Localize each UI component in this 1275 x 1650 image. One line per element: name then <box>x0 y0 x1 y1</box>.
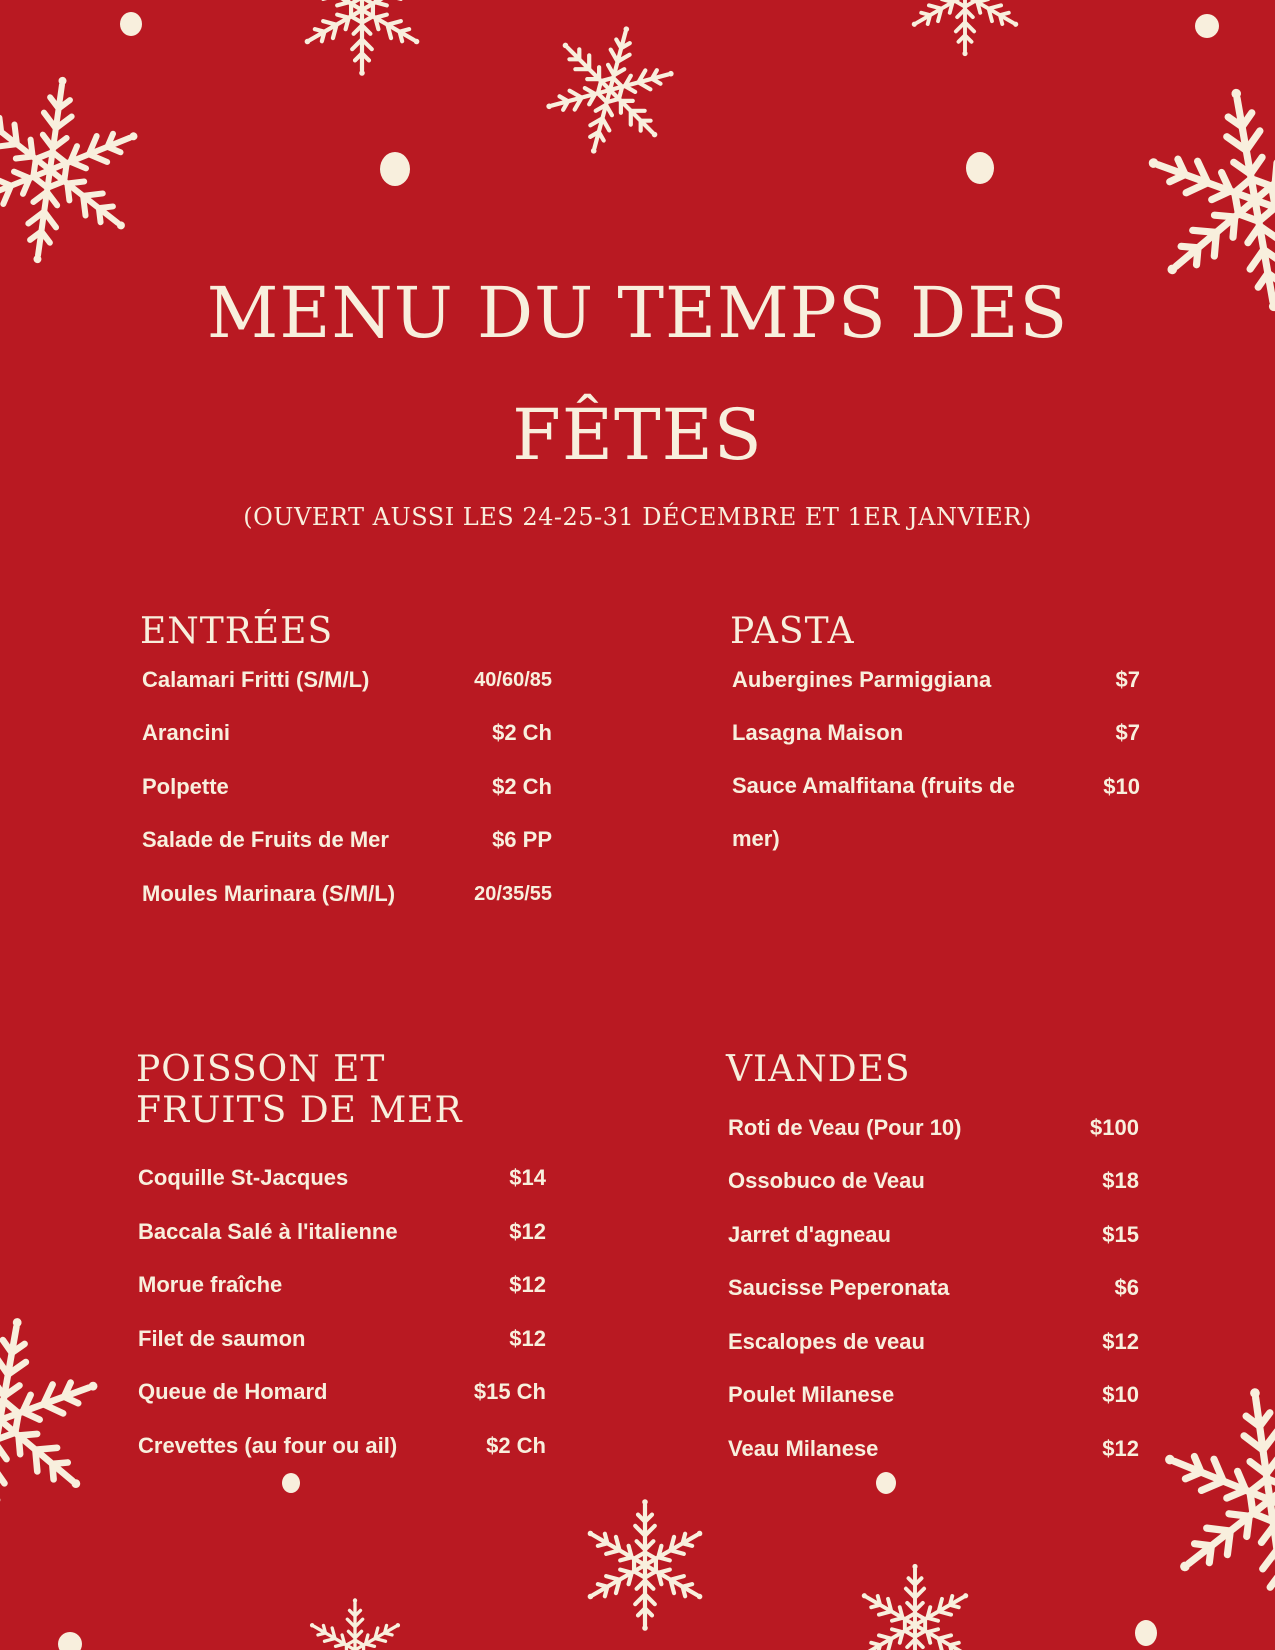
page-title-line1: MENU DU TEMPS DES <box>206 272 1069 354</box>
item-price: 40/60/85 <box>474 668 552 691</box>
snow-dot <box>1195 14 1219 38</box>
menu-item <box>136 1326 546 1380</box>
snowflake-icon <box>850 1560 980 1650</box>
menu-item <box>730 667 1140 721</box>
item-name: Queue de Homard <box>138 1379 328 1405</box>
item-name: Escalopes de veau <box>728 1328 925 1354</box>
item-price: $6 PP <box>492 827 552 853</box>
snowflake-icon <box>300 1595 410 1650</box>
snow-dot <box>380 152 410 186</box>
item-price: $2 Ch <box>492 773 552 799</box>
item-price: $6 <box>1114 1275 1139 1301</box>
item-price: $2 Ch <box>486 1432 546 1458</box>
section-entrees <box>140 612 552 934</box>
item-name: Crevettes (au four ou ail) <box>138 1432 398 1458</box>
item-price: $10 <box>1103 773 1140 799</box>
menu-item <box>726 1222 1139 1276</box>
snowflake-icon <box>540 20 680 160</box>
menu-item <box>136 1165 546 1219</box>
section-pasta <box>730 612 1140 881</box>
item-name: Arancini <box>142 720 231 746</box>
item-name: Ossobuco de Veau <box>728 1168 925 1194</box>
snow-dot <box>966 152 994 184</box>
item-name: Roti de Veau (Pour 10) <box>728 1114 962 1140</box>
section-title: VIANDES <box>726 1049 911 1090</box>
item-name: Jarret d'agneau <box>728 1221 891 1247</box>
item-price: $14 <box>509 1165 546 1191</box>
item-price: $7 <box>1115 666 1140 692</box>
item-name: Baccala Salé à l'italienne <box>138 1218 398 1244</box>
section-title: POISSON ET FRUITS DE MER <box>136 1049 463 1131</box>
item-price: $18 <box>1102 1168 1139 1194</box>
item-name: Salade de Fruits de Mer <box>142 827 389 853</box>
menu-item <box>726 1436 1139 1490</box>
page-title-line2: FÊTES <box>512 394 763 476</box>
item-price: $15 Ch <box>473 1379 546 1405</box>
menu-item <box>136 1379 546 1433</box>
item-price: $15 <box>1102 1221 1139 1247</box>
snowflake-icon <box>1135 80 1275 320</box>
snowflake-icon <box>292 0 432 80</box>
item-name: Saucisse Peperonata <box>728 1275 950 1301</box>
item-price: $7 <box>1115 720 1140 746</box>
snowflake-icon <box>0 1310 110 1530</box>
menu-item <box>726 1275 1139 1329</box>
menu-item <box>140 827 552 881</box>
snow-dot <box>120 12 142 36</box>
section-viandes <box>726 1050 1139 1489</box>
section-title: ENTRÉES <box>140 611 334 652</box>
item-name: Lasagna Maison <box>732 720 904 746</box>
menu-item <box>730 774 1140 881</box>
item-price: $2 Ch <box>492 720 552 746</box>
item-name: Moules Marinara (S/M/L) <box>142 880 396 906</box>
snowflake-icon <box>900 0 1030 60</box>
menu-item <box>726 1115 1139 1169</box>
snowflake-icon <box>0 55 150 285</box>
item-name: Veau Milanese <box>728 1435 879 1461</box>
item-name: Calamari Fritti (S/M/L) <box>142 666 370 692</box>
item-name: Polpette <box>142 773 229 799</box>
menu-item <box>140 720 552 774</box>
snowflake-icon <box>575 1495 715 1635</box>
section-title: PASTA <box>730 611 855 652</box>
menu-item <box>140 774 552 828</box>
menu-item <box>726 1168 1139 1222</box>
item-price: $12 <box>509 1272 546 1298</box>
menu-item <box>140 881 552 935</box>
menu-item <box>726 1382 1139 1436</box>
item-name: Morue fraîche <box>138 1272 283 1298</box>
menu-item <box>136 1272 546 1326</box>
item-name: Aubergines Parmiggiana <box>732 666 992 692</box>
menu-item <box>140 667 552 721</box>
item-name: Poulet Milanese <box>728 1382 895 1408</box>
item-name: Filet de saumon <box>138 1325 306 1351</box>
section-poisson <box>136 1050 546 1486</box>
item-price: $12 <box>509 1218 546 1244</box>
snow-dot <box>58 1632 82 1650</box>
menu-item <box>136 1219 546 1273</box>
item-name: Coquille St-Jacques <box>138 1165 349 1191</box>
item-price: $12 <box>509 1325 546 1351</box>
snow-dot <box>1135 1620 1157 1646</box>
item-price: $100 <box>1090 1114 1139 1140</box>
item-name: Sauce Amalfitana (fruits de mer) <box>732 772 1015 852</box>
menu-item <box>726 1329 1139 1383</box>
item-price: $10 <box>1102 1382 1139 1408</box>
item-price: $12 <box>1102 1328 1139 1354</box>
page-subtitle: (OUVERT AUSSI LES 24-25-31 DÉCEMBRE ET 1ER JANVIER) <box>243 503 1032 531</box>
menu-item <box>136 1433 546 1487</box>
snowflake-icon <box>1150 1380 1275 1620</box>
item-price: $12 <box>1102 1435 1139 1461</box>
item-price: 20/35/55 <box>474 882 552 905</box>
